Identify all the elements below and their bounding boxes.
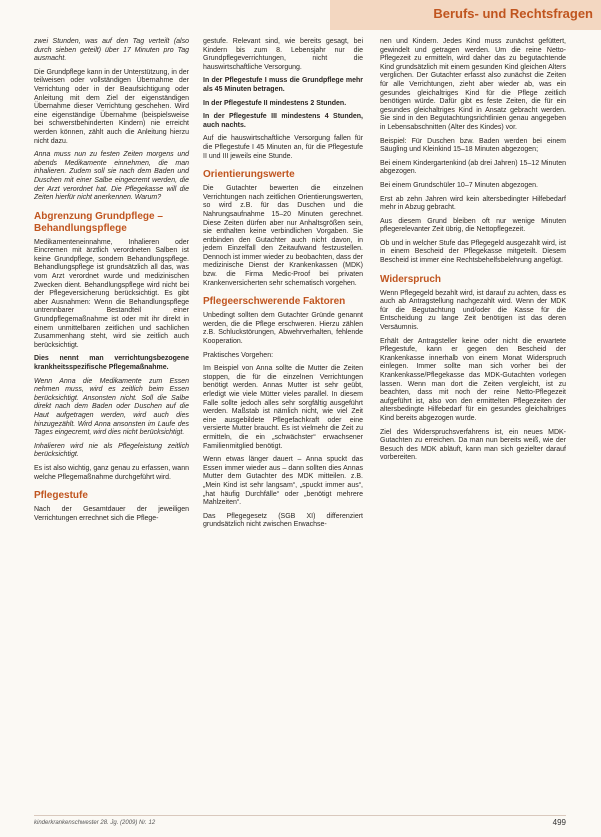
- paragraph: Medikamenteneinnahme, Inhalieren oder Eincremen mit ärztlich verordneten Salben ist keine Grundpflege, sondern Behandlungspflege. Behandlungspflege ist grundsätzlich all das, was vom Arzt verordnet wurde und medizinischen Zwecken dient. Behandlungspflege wird nicht bei der Pflegeversicherung berücksichtigt. Es gibt aber Ausnahmen: Wenn die Behandlungspflege untrennbarer Bestandteil einer Grundpflegemaßnahme ist oder mit ihr direkt in einem unmittelbaren zeitlichen und sachlichen Zusammenhang steht, wird sie zeitlich auch berücksichtigt.: [34, 238, 189, 349]
- paragraph: Nach der Gesamtdauer der jeweiligen Verrichtungen errechnet sich die Pflege-: [34, 506, 189, 522]
- paragraph: Ob und in welcher Stufe das Pflegegeld ausgezahlt wird, ist in einem Bescheid der Pflegekasse mitgeteilt. Diesem Bescheid ist immer eine Rechtsbehelfsbelehrung angefügt.: [380, 239, 566, 265]
- paragraph: Unbedingt sollten dem Gutachter Gründe genannt werden, die die Pflege erschweren. Hierzu zählen z.B. Schluckstörungen, Abwehrverhalten, fehlende Kooperation.: [203, 312, 363, 346]
- section-header: [0, 0, 601, 30]
- paragraph: Das Pflegegesetz (SGB XI) differenziert grundsätzlich nicht zwischen Erwachse-: [203, 512, 363, 529]
- column-1: [34, 38, 189, 528]
- page-footer: [34, 818, 566, 830]
- paragraph: In der Pflegestufe III mindestens 4 Stunden, auch nachts.: [203, 113, 363, 129]
- journal-citation: kinderkrankenschwester 28. Jg. (2009) Nr. 12: [34, 820, 156, 826]
- paragraph: In der Pflegestufe I muss die Grundpflege mehr als 45 Minuten betragen.: [203, 77, 363, 93]
- footer-divider: [34, 815, 566, 816]
- page-number: 499: [552, 818, 566, 827]
- heading-widerspruch: Widerspruch: [380, 273, 442, 285]
- heading-pflegestufe: Pflegestufe: [34, 490, 88, 502]
- paragraph: nen und Kindern. Jedes Kind muss zunächst gefüttert, gewindelt und getragen werden. Um die reine Netto-Pflegezeit zu ermitteln, wird daher das zu begutachtende Kind grundsätzlich mit einem gesunden Kind gleichen Alters verglichen. Der Gutachter erfasst also zunächst die Zeiten für alle Verrichtungen, zieht aber wieder ab, was ein gesundes gleichaltriges Kind für die Pflege zeitlich benötigen würde. Dafür gibt es feste Zeiten, die für ein gesundes gleichaltriges Kind in Ansatz gebracht werden. Sie sind in den Begutachtungsrichtlinien genau angegeben in Lebensabschnitten (Alter des Kindes) vor.: [380, 38, 566, 131]
- paragraph: zwei Stunden, was auf den Tag verteilt (also durch sieben geteilt) über 17 Minuten pro Tag ausmacht.: [34, 38, 189, 63]
- paragraph: Die Gutachter bewerten die einzelnen Verrichtungen nach zeitlichen Orientierungswerten, so wird z.B. für das Duschen und die Nahrungsaufnahme 15–20 Minuten gerechnet. Diese Zeiten dürfen aber nur Anhaltsgrößen sein, sie enthalten keine verbindlichen Vorgaben. Sie entbinden den Gutachter auch nicht davon, in jedem Einzelfall den Zeitaufwand festzustellen. Dennoch ist immer wieder zu beobachten, dass der medizinische Dienst der Krankenkassen (MDK) bzw. die Firma Medic-Proof bei privaten Krankenversicherten sehr schematisch vorgehen.: [203, 185, 363, 287]
- heading-abgrenzung: Abgrenzung Grundpflege – Behandlungspflege: [34, 210, 163, 234]
- paragraph: gestufe. Relevant sind, wie bereits gesagt, bei Kindern bis zum 8. Lebensjahr nur die Grundpflegeverrichtungen, nicht die hauswirtschaftliche Versorgung.: [203, 38, 363, 71]
- paragraph: Praktisches Vorgehen:: [203, 351, 274, 359]
- paragraph: Beispiel: Für Duschen bzw. Baden werden bei einem Säugling und Kleinkind 15–18 Minuten abgezogen;: [380, 137, 566, 154]
- paragraph: Inhalieren wird nie als Pflegeleistung zeitlich berücksichtigt.: [34, 442, 189, 459]
- column-3: [380, 38, 566, 468]
- paragraph: Dies nennt man verrichtungsbezogene krankheitsspezifische Pflegemaßnahme.: [34, 355, 189, 371]
- paragraph: Erst ab zehn Jahren wird kein altersbedingter Hilfebedarf mehr in Abzug gebracht.: [380, 195, 566, 212]
- paragraph: Wenn Anna die Medikamente zum Essen nehmen muss, wird es zeitlich beim Essen berücksichtigt. Ansonsten nicht. Soll die Salbe direkt nach dem Baden oder Duschen auf die Haut aufgetragen werden, wird auch dies hinzugezählt. Wird Anna ansonsten im Laufe des Tages eingecremt, wird dies nicht berücksichtigt.: [34, 377, 189, 437]
- paragraph: Auf die hauswirtschaftliche Versorgung fallen für die Pflegestufe I 45 Minuten an, für die Pflegestufe II und III jeweils eine Stunde.: [203, 135, 363, 160]
- column-2: [203, 38, 363, 535]
- section-title: Berufs- und Rechtsfragen: [433, 6, 593, 21]
- heading-pflegeerschwerende-faktoren: Pflegeerschwerende Faktoren: [203, 296, 346, 308]
- paragraph: Wenn etwas länger dauert – Anna spuckt das Essen immer wieder aus – dann sollten dies Annas Mutter dem Gutachter des MDK mitteilen. z.B. „Mein Kind ist sehr langsam“, „spuckt immer aus“, „hat häufig Durchfälle“ oder „benötigt mehrere Mahlzeiten“.: [203, 456, 363, 507]
- paragraph: Es ist also wichtig, ganz genau zu erfassen, wann welche Pflegemaßnahme durchgeführt wird.: [34, 464, 189, 481]
- paragraph: Aus diesem Grund bleiben oft nur wenige Minuten pflegerelevanter Zeit übrig, die Nettopflegezeit.: [380, 217, 566, 234]
- paragraph: Ziel des Widerspruchsverfahrens ist, ein neues MDK-Gutachten zu erreichen. Da man nun bereits weiß, wie der Besuch des MDK abläuft, kann man sich gezielter darauf vorbereiten.: [380, 428, 566, 462]
- paragraph: Bei einem Kindergartenkind (ab drei Jahren) 15–12 Minuten abgezogen.: [380, 159, 566, 176]
- paragraph: Bei einem Grundschüler 10–7 Minuten abgezogen.: [380, 181, 538, 189]
- paragraph: Wenn Pflegegeld bezahlt wird, ist darauf zu achten, dass es auch ab Antragstellung nachgezahlt wird. Wenn der MDK für die Begutachtung und/oder die Kasse für die Entscheidung zu lange Zeit benötigen ist das deren Versäumnis.: [380, 289, 566, 332]
- paragraph: In der Pflegestufe II mindestens 2 Stunden.: [203, 99, 347, 107]
- paragraph: Im Beispiel von Anna sollte die Mutter die Zeiten stoppen, die für die einzelnen Verrichtungen benötigt werden. Annas Mutter ist sehr geübt, erledigt wie viele Mütter vieles parallel. In diesem Falle sollte jedoch alles sehr sorgfältig ausgeführt werden. Maßstab ist nämlich nicht, wie viel Zeit eine ausgebildete Pflegefachkraft oder eine versierte Mutter braucht. Es ist vielmehr die Zeit zu ermitteln, die ein „schwächster“ erwachsener Familienmitglied benötigt.: [203, 365, 363, 450]
- paragraph: Anna muss nun zu festen Zeiten morgens und abends Medikamente einnehmen, die man inhalieren. Zudem soll sie nach dem Baden und Duschen mit einer Salbe eingecremt werden, die der Arzt verordnet hat. Die Pflegekasse will die Zeiten hierfür nicht anerkennen. Warum?: [34, 151, 189, 202]
- paragraph: Erhält der Antragsteller keine oder nicht die erwartete Pflegestufe, kann er gegen den Bescheid der Krankenkasse innerhalb von einem Monat Widerspruch einlegen. Immer sollte man sich vorher bei der Krankenkasse/Pflegekasse das MDK-Gutachten vorlegen lassen. Wenn man dort die Zeiten vergleicht, ist zu beachten, dass mit noch der reine Netto-Pflegezeit aufgeführt ist, also von den ermittelten Pflegezeiten der altersbedingte Hilfebedarf für ein gesundes gleichaltriges Kind bereits abgezogen wurde.: [380, 337, 566, 422]
- paragraph: Die Grundpflege kann in der Unterstützung, in der teilweisen oder vollständigen Übernahme der Verrichtung oder in der Beaufsichtigung oder Anleitung mit dem Ziel der eigenständigen Übernahme dieser Verrichtung geschehen. Wird eine eigenständige Übernahme (beispielsweise bei schwerstbehinderten Kindern) nie erreicht werden können, zählt auch die Anleitung hierzu nicht dazu.: [34, 68, 189, 145]
- heading-orientierungswerte: Orientierungswerte: [203, 169, 295, 181]
